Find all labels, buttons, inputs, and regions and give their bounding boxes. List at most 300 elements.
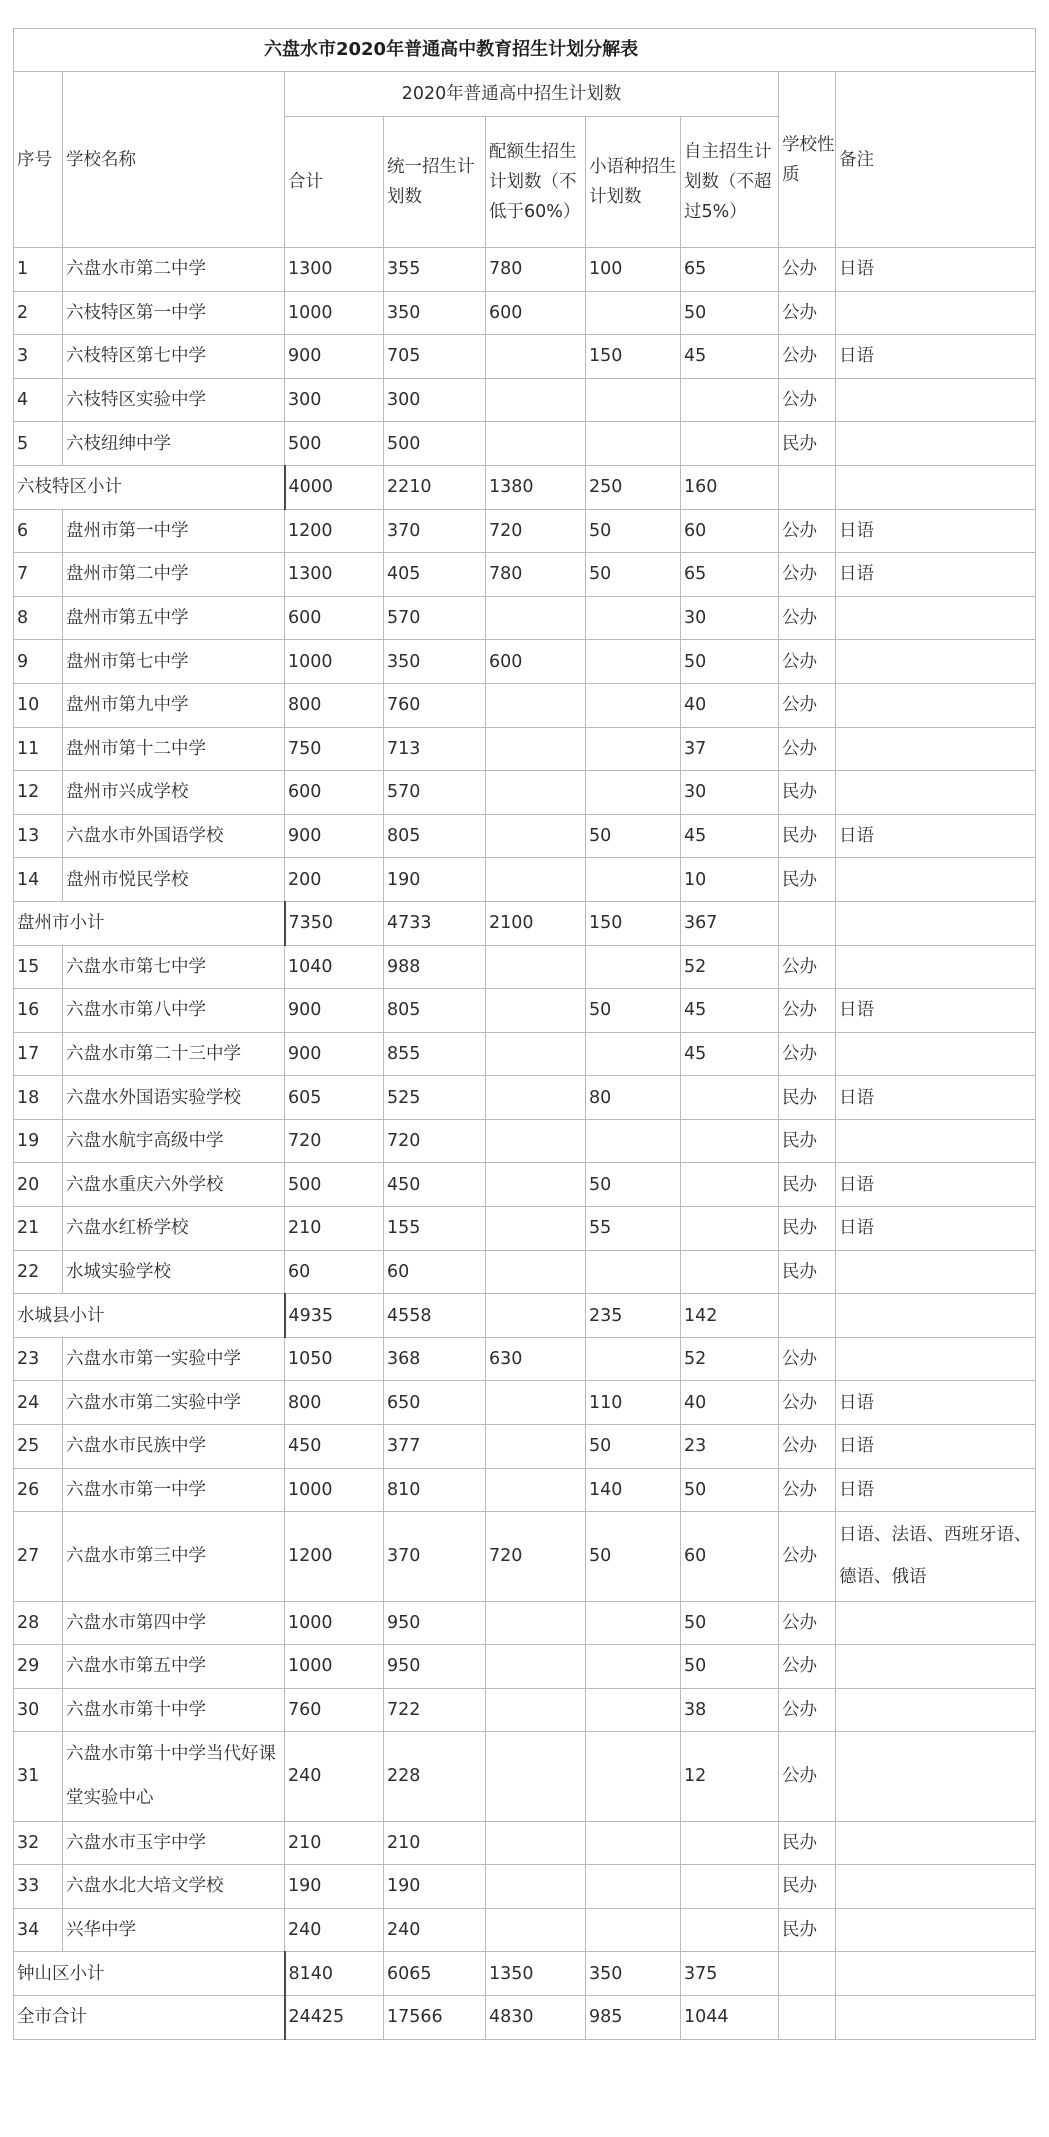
- cell-total: 60: [285, 1250, 384, 1294]
- cell-total: 190: [285, 1865, 384, 1909]
- cell-subtotal-label: 全市合计: [14, 1995, 285, 2039]
- table-row: [14, 1425, 1036, 1469]
- header-minor-lang: 小语种招生计划数: [586, 117, 681, 248]
- cell-nature: 公办: [779, 683, 836, 727]
- cell-school-name: 六枝特区实验中学: [63, 378, 285, 422]
- cell-total: 4000: [285, 465, 384, 509]
- cell-note: 日语: [836, 509, 1036, 553]
- cell-school-name: 六盘水市第十中学当代好课堂实验中心: [63, 1732, 285, 1821]
- cell-school-name: 六盘水市第五中学: [63, 1645, 285, 1689]
- cell-quota: 630: [486, 1337, 586, 1381]
- cell-seq: 33: [14, 1865, 63, 1909]
- cell-nature: 公办: [779, 378, 836, 422]
- cell-unified: 350: [384, 640, 486, 684]
- enrollment-plan-table: [13, 28, 1036, 2040]
- cell-nature: 公办: [779, 248, 836, 292]
- cell-nature: [779, 1294, 836, 1338]
- cell-quota: 1380: [486, 465, 586, 509]
- cell-nature: [779, 1952, 836, 1996]
- cell-quota: [486, 1119, 586, 1163]
- cell-nature: 民办: [779, 1163, 836, 1207]
- title-row: [14, 29, 1036, 72]
- cell-self: [681, 1908, 779, 1952]
- header-total: 合计: [285, 117, 384, 248]
- cell-quota: [486, 1468, 586, 1512]
- cell-quota: [486, 1381, 586, 1425]
- cell-note: [836, 1908, 1036, 1952]
- cell-school-name: 六盘水航宇高级中学: [63, 1119, 285, 1163]
- cell-unified: 988: [384, 945, 486, 989]
- cell-total: 4935: [285, 1294, 384, 1338]
- cell-nature: 公办: [779, 596, 836, 640]
- cell-unified: 2210: [384, 465, 486, 509]
- cell-self: 142: [681, 1294, 779, 1338]
- cell-school-name: 六盘水市民族中学: [63, 1425, 285, 1469]
- cell-school-name: 六盘水市第十中学: [63, 1688, 285, 1732]
- cell-minor-lang: [586, 378, 681, 422]
- cell-quota: [486, 1032, 586, 1076]
- cell-note: [836, 1250, 1036, 1294]
- cell-nature: 民办: [779, 1207, 836, 1251]
- cell-nature: 公办: [779, 1645, 836, 1689]
- cell-school-name: 盘州市第二中学: [63, 553, 285, 597]
- cell-note: [836, 1119, 1036, 1163]
- cell-unified: 525: [384, 1076, 486, 1120]
- cell-total: 500: [285, 1163, 384, 1207]
- cell-minor-lang: 985: [586, 1995, 681, 2039]
- cell-self: 52: [681, 945, 779, 989]
- cell-quota: [486, 1821, 586, 1865]
- cell-unified: 6065: [384, 1952, 486, 1996]
- cell-minor-lang: 100: [586, 248, 681, 292]
- cell-unified: 650: [384, 1381, 486, 1425]
- cell-self: 375: [681, 1952, 779, 1996]
- cell-unified: 17566: [384, 1995, 486, 2039]
- cell-minor-lang: 150: [586, 335, 681, 379]
- cell-nature: 民办: [779, 1076, 836, 1120]
- cell-school-name: 六盘水市第八中学: [63, 989, 285, 1033]
- cell-subtotal-label: 六枝特区小计: [14, 465, 285, 509]
- cell-seq: 17: [14, 1032, 63, 1076]
- cell-total: 300: [285, 378, 384, 422]
- table-row: [14, 1337, 1036, 1381]
- cell-unified: 355: [384, 248, 486, 292]
- cell-total: 600: [285, 596, 384, 640]
- cell-school-name: 六枝特区第一中学: [63, 291, 285, 335]
- cell-school-name: 盘州市第七中学: [63, 640, 285, 684]
- cell-quota: [486, 1865, 586, 1909]
- cell-self: 50: [681, 1601, 779, 1645]
- header-quota: 配额生招生计划数（不低于60%）: [486, 117, 586, 248]
- cell-unified: 950: [384, 1601, 486, 1645]
- cell-school-name: 六盘水市第一实验中学: [63, 1337, 285, 1381]
- table-row: [14, 422, 1036, 466]
- table-row: [14, 640, 1036, 684]
- table-row: [14, 1468, 1036, 1512]
- cell-seq: 7: [14, 553, 63, 597]
- cell-total: 760: [285, 1688, 384, 1732]
- cell-nature: 公办: [779, 335, 836, 379]
- cell-seq: 1: [14, 248, 63, 292]
- cell-note: [836, 1601, 1036, 1645]
- cell-seq: 31: [14, 1732, 63, 1821]
- table-row: [14, 291, 1036, 335]
- cell-nature: 公办: [779, 1468, 836, 1512]
- cell-note: [836, 1952, 1036, 1996]
- cell-self: 40: [681, 1381, 779, 1425]
- cell-nature: 民办: [779, 1119, 836, 1163]
- cell-note: [836, 945, 1036, 989]
- cell-unified: 705: [384, 335, 486, 379]
- cell-quota: [486, 378, 586, 422]
- cell-nature: 民办: [779, 858, 836, 902]
- cell-total: 800: [285, 683, 384, 727]
- cell-nature: 公办: [779, 989, 836, 1033]
- cell-minor-lang: 50: [586, 989, 681, 1033]
- cell-total: 24425: [285, 1995, 384, 2039]
- table-row: [14, 1645, 1036, 1689]
- table-row: [14, 596, 1036, 640]
- cell-nature: 民办: [779, 1908, 836, 1952]
- cell-minor-lang: 350: [586, 1952, 681, 1996]
- cell-self: [681, 1865, 779, 1909]
- cell-minor-lang: [586, 596, 681, 640]
- cell-quota: [486, 1076, 586, 1120]
- cell-seq: 34: [14, 1908, 63, 1952]
- cell-seq: 29: [14, 1645, 63, 1689]
- cell-seq: 9: [14, 640, 63, 684]
- header-row-1: [14, 72, 1036, 117]
- cell-quota: [486, 1732, 586, 1821]
- cell-unified: 4733: [384, 901, 486, 945]
- cell-minor-lang: 50: [586, 509, 681, 553]
- cell-seq: 25: [14, 1425, 63, 1469]
- cell-note: 日语: [836, 814, 1036, 858]
- cell-unified: 60: [384, 1250, 486, 1294]
- cell-quota: 2100: [486, 901, 586, 945]
- table-row: [14, 1732, 1036, 1821]
- cell-school-name: 六盘水市第三中学: [63, 1512, 285, 1601]
- cell-quota: [486, 596, 586, 640]
- table-row: [14, 1032, 1036, 1076]
- table-row: [14, 989, 1036, 1033]
- table-row: [14, 1512, 1036, 1601]
- cell-minor-lang: 50: [586, 1512, 681, 1601]
- cell-quota: [486, 945, 586, 989]
- cell-unified: 722: [384, 1688, 486, 1732]
- cell-quota: 1350: [486, 1952, 586, 1996]
- cell-note: [836, 1645, 1036, 1689]
- cell-minor-lang: 80: [586, 1076, 681, 1120]
- cell-total: 210: [285, 1207, 384, 1251]
- cell-nature: 公办: [779, 1381, 836, 1425]
- cell-total: 1300: [285, 553, 384, 597]
- cell-total: 8140: [285, 1952, 384, 1996]
- cell-quota: [486, 1601, 586, 1645]
- header-school: 学校名称: [63, 72, 285, 248]
- cell-self: 45: [681, 814, 779, 858]
- cell-quota: [486, 683, 586, 727]
- cell-minor-lang: [586, 1119, 681, 1163]
- cell-self: 45: [681, 335, 779, 379]
- cell-unified: 810: [384, 1468, 486, 1512]
- table-row: [14, 1076, 1036, 1120]
- cell-subtotal-label: 盘州市小计: [14, 901, 285, 945]
- cell-note: [836, 858, 1036, 902]
- cell-total: 500: [285, 422, 384, 466]
- header-note: 备注: [836, 72, 1036, 248]
- cell-self: 60: [681, 509, 779, 553]
- cell-self: 45: [681, 1032, 779, 1076]
- cell-minor-lang: [586, 1865, 681, 1909]
- cell-quota: 780: [486, 553, 586, 597]
- cell-quota: [486, 989, 586, 1033]
- cell-total: 605: [285, 1076, 384, 1120]
- cell-school-name: 六盘水市第二实验中学: [63, 1381, 285, 1425]
- cell-nature: 公办: [779, 1732, 836, 1821]
- cell-self: 30: [681, 596, 779, 640]
- cell-total: 240: [285, 1732, 384, 1821]
- cell-school-name: 兴华中学: [63, 1908, 285, 1952]
- cell-unified: 210: [384, 1821, 486, 1865]
- cell-school-name: 六盘水市外国语学校: [63, 814, 285, 858]
- cell-minor-lang: 150: [586, 901, 681, 945]
- cell-note: [836, 596, 1036, 640]
- cell-minor-lang: 50: [586, 1163, 681, 1207]
- cell-school-name: 六盘水市第二十三中学: [63, 1032, 285, 1076]
- cell-quota: 600: [486, 291, 586, 335]
- cell-quota: [486, 1645, 586, 1689]
- cell-minor-lang: 110: [586, 1381, 681, 1425]
- cell-total: 1050: [285, 1337, 384, 1381]
- cell-minor-lang: 50: [586, 814, 681, 858]
- cell-total: 600: [285, 771, 384, 815]
- cell-unified: 760: [384, 683, 486, 727]
- cell-minor-lang: 250: [586, 465, 681, 509]
- cell-minor-lang: 55: [586, 1207, 681, 1251]
- cell-unified: 240: [384, 1908, 486, 1952]
- cell-minor-lang: [586, 422, 681, 466]
- cell-nature: 公办: [779, 727, 836, 771]
- cell-nature: [779, 901, 836, 945]
- cell-school-name: 六盘水市第二中学: [63, 248, 285, 292]
- cell-total: 1000: [285, 1645, 384, 1689]
- cell-note: 日语: [836, 1381, 1036, 1425]
- table-row: [14, 378, 1036, 422]
- cell-minor-lang: 140: [586, 1468, 681, 1512]
- cell-note: 日语: [836, 335, 1036, 379]
- cell-quota: [486, 422, 586, 466]
- cell-seq: 11: [14, 727, 63, 771]
- cell-total: 240: [285, 1908, 384, 1952]
- cell-minor-lang: 50: [586, 553, 681, 597]
- cell-self: 38: [681, 1688, 779, 1732]
- cell-note: 日语: [836, 1425, 1036, 1469]
- cell-unified: 190: [384, 858, 486, 902]
- cell-note: [836, 1032, 1036, 1076]
- cell-unified: 300: [384, 378, 486, 422]
- cell-school-name: 六盘水市第七中学: [63, 945, 285, 989]
- cell-nature: 公办: [779, 945, 836, 989]
- cell-self: [681, 1207, 779, 1251]
- cell-seq: 18: [14, 1076, 63, 1120]
- subtotal-row: [14, 1995, 1036, 2039]
- cell-note: [836, 1294, 1036, 1338]
- header-plan-group: 2020年普通高中招生计划数: [285, 72, 779, 117]
- header-nature: 学校性质: [779, 72, 836, 248]
- cell-note: [836, 640, 1036, 684]
- cell-school-name: 水城实验学校: [63, 1250, 285, 1294]
- cell-note: 日语: [836, 1468, 1036, 1512]
- cell-total: 1040: [285, 945, 384, 989]
- cell-quota: [486, 1688, 586, 1732]
- cell-note: [836, 465, 1036, 509]
- cell-quota: 720: [486, 1512, 586, 1601]
- cell-seq: 32: [14, 1821, 63, 1865]
- cell-nature: 民办: [779, 422, 836, 466]
- cell-total: 210: [285, 1821, 384, 1865]
- cell-school-name: 六枝纽绅中学: [63, 422, 285, 466]
- cell-quota: [486, 1908, 586, 1952]
- cell-self: [681, 1119, 779, 1163]
- cell-nature: 公办: [779, 1425, 836, 1469]
- cell-self: 65: [681, 248, 779, 292]
- table-row: [14, 945, 1036, 989]
- cell-total: 800: [285, 1381, 384, 1425]
- subtotal-row: [14, 1952, 1036, 1996]
- cell-total: 1200: [285, 1512, 384, 1601]
- cell-quota: [486, 727, 586, 771]
- table-row: [14, 814, 1036, 858]
- cell-seq: 15: [14, 945, 63, 989]
- cell-total: 1300: [285, 248, 384, 292]
- cell-school-name: 六盘水北大培文学校: [63, 1865, 285, 1909]
- cell-seq: 21: [14, 1207, 63, 1251]
- cell-self: 367: [681, 901, 779, 945]
- subtotal-row: [14, 901, 1036, 945]
- table-row: [14, 1163, 1036, 1207]
- cell-school-name: 六盘水市玉宇中学: [63, 1821, 285, 1865]
- cell-unified: 228: [384, 1732, 486, 1821]
- cell-seq: 26: [14, 1468, 63, 1512]
- cell-total: 720: [285, 1119, 384, 1163]
- cell-nature: 民办: [779, 1250, 836, 1294]
- cell-note: [836, 378, 1036, 422]
- cell-self: 23: [681, 1425, 779, 1469]
- cell-total: 7350: [285, 901, 384, 945]
- cell-self: 50: [681, 291, 779, 335]
- cell-unified: 570: [384, 596, 486, 640]
- cell-nature: 民办: [779, 1821, 836, 1865]
- cell-quota: [486, 1250, 586, 1294]
- cell-note: 日语: [836, 248, 1036, 292]
- cell-nature: 公办: [779, 1601, 836, 1645]
- table-row: [14, 1908, 1036, 1952]
- table-row: [14, 1207, 1036, 1251]
- cell-school-name: 盘州市第一中学: [63, 509, 285, 553]
- cell-unified: 350: [384, 291, 486, 335]
- cell-minor-lang: [586, 640, 681, 684]
- cell-seq: 16: [14, 989, 63, 1033]
- cell-total: 1000: [285, 291, 384, 335]
- header-seq: 序号: [14, 72, 63, 248]
- cell-total: 1000: [285, 1601, 384, 1645]
- cell-self: 50: [681, 1645, 779, 1689]
- cell-unified: 805: [384, 989, 486, 1033]
- cell-self: 52: [681, 1337, 779, 1381]
- cell-nature: 公办: [779, 640, 836, 684]
- table-row: [14, 1688, 1036, 1732]
- cell-minor-lang: [586, 1645, 681, 1689]
- cell-self: 12: [681, 1732, 779, 1821]
- cell-note: [836, 1821, 1036, 1865]
- cell-nature: 民办: [779, 771, 836, 815]
- cell-seq: 20: [14, 1163, 63, 1207]
- cell-school-name: 盘州市第九中学: [63, 683, 285, 727]
- cell-unified: 368: [384, 1337, 486, 1381]
- cell-quota: [486, 1294, 586, 1338]
- cell-self: 65: [681, 553, 779, 597]
- cell-unified: 370: [384, 1512, 486, 1601]
- cell-quota: [486, 1163, 586, 1207]
- cell-school-name: 盘州市第十二中学: [63, 727, 285, 771]
- cell-nature: 公办: [779, 1337, 836, 1381]
- cell-nature: 民办: [779, 814, 836, 858]
- cell-minor-lang: 235: [586, 1294, 681, 1338]
- cell-nature: 公办: [779, 1512, 836, 1601]
- table-body: [14, 248, 1036, 2040]
- cell-self: 10: [681, 858, 779, 902]
- header-self: 自主招生计划数（不超过5%）: [681, 117, 779, 248]
- cell-minor-lang: [586, 1732, 681, 1821]
- cell-school-name: 盘州市兴成学校: [63, 771, 285, 815]
- cell-unified: 805: [384, 814, 486, 858]
- cell-note: [836, 727, 1036, 771]
- cell-seq: 8: [14, 596, 63, 640]
- cell-nature: 公办: [779, 1688, 836, 1732]
- cell-unified: 370: [384, 509, 486, 553]
- cell-self: 50: [681, 640, 779, 684]
- cell-note: [836, 1732, 1036, 1821]
- cell-subtotal-label: 钟山区小计: [14, 1952, 285, 1996]
- table-row: [14, 858, 1036, 902]
- cell-minor-lang: [586, 771, 681, 815]
- cell-unified: 950: [384, 1645, 486, 1689]
- cell-minor-lang: [586, 291, 681, 335]
- table-row: [14, 683, 1036, 727]
- cell-note: 日语、法语、西班牙语、德语、俄语: [836, 1512, 1036, 1601]
- table-row: [14, 1865, 1036, 1909]
- table-title: 六盘水市2020年普通高中教育招生计划分解表: [14, 29, 1036, 72]
- cell-total: 900: [285, 1032, 384, 1076]
- table-row: [14, 248, 1036, 292]
- cell-unified: 450: [384, 1163, 486, 1207]
- cell-unified: 720: [384, 1119, 486, 1163]
- cell-minor-lang: [586, 1821, 681, 1865]
- cell-self: [681, 422, 779, 466]
- cell-self: 30: [681, 771, 779, 815]
- cell-total: 750: [285, 727, 384, 771]
- cell-seq: 14: [14, 858, 63, 902]
- table-row: [14, 1250, 1036, 1294]
- table-row: [14, 553, 1036, 597]
- cell-total: 900: [285, 989, 384, 1033]
- cell-seq: 10: [14, 683, 63, 727]
- cell-seq: 6: [14, 509, 63, 553]
- cell-seq: 30: [14, 1688, 63, 1732]
- cell-quota: [486, 1425, 586, 1469]
- cell-school-name: 六盘水外国语实验学校: [63, 1076, 285, 1120]
